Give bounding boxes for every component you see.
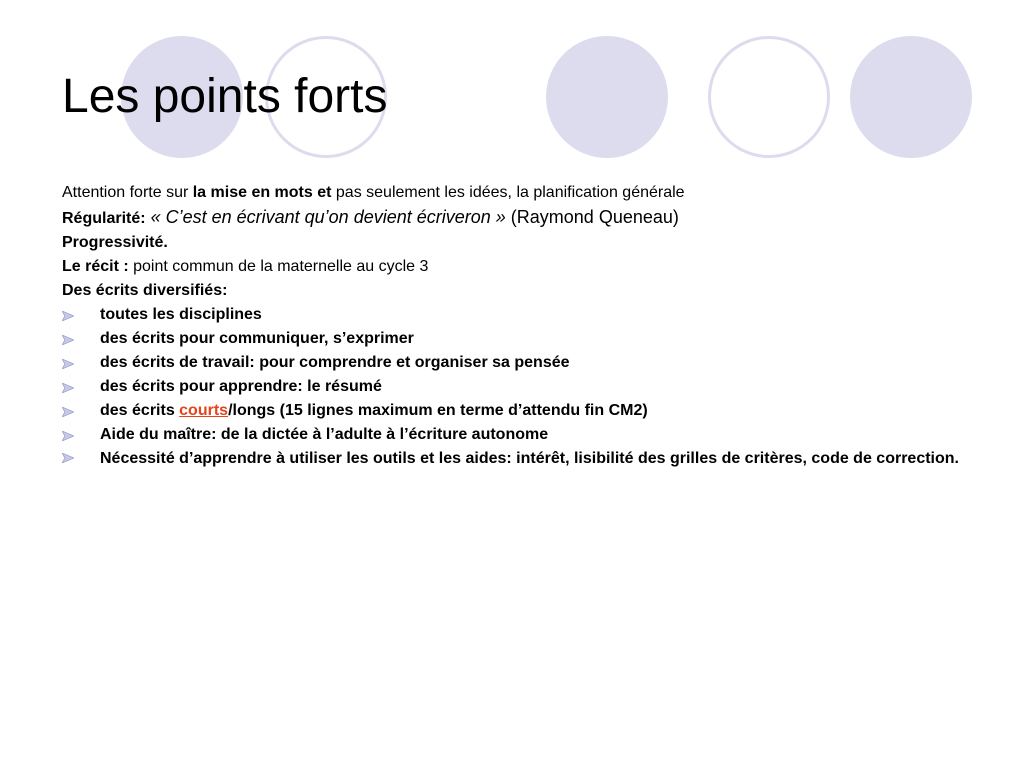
bullet-list bbox=[62, 303, 962, 468]
list-item-text: des écrits pour communiquer, s’exprimer bbox=[100, 330, 414, 347]
text-run: pas seulement les idées, la planification générale bbox=[331, 184, 685, 201]
list-item bbox=[62, 327, 962, 351]
list-item bbox=[62, 351, 962, 375]
list-item bbox=[62, 399, 962, 423]
paragraph-regularite bbox=[62, 205, 962, 231]
text-run: point commun de la maternelle au cycle 3 bbox=[128, 258, 429, 275]
decorative-circle bbox=[546, 36, 668, 158]
list-item-text: des écrits pour apprendre: le résumé bbox=[100, 378, 382, 395]
arrow-bullet-icon bbox=[62, 335, 74, 345]
paragraph-attention bbox=[62, 181, 962, 205]
quote-author: (Raymond Queneau) bbox=[505, 207, 679, 227]
slide-body bbox=[62, 181, 962, 468]
arrow-bullet-icon bbox=[62, 383, 74, 393]
decorative-circle bbox=[850, 36, 972, 158]
paragraph-ecrits-diversifies: Des écrits diversifiés: bbox=[62, 282, 228, 299]
list-item-text: /longs (15 lignes maximum en terme d’attendu fin CM2) bbox=[228, 402, 648, 419]
list-item-text: Nécessité d’apprendre à utiliser les outils et les aides: intérêt, lisibilité des grilles de critères, code de correction. bbox=[100, 450, 959, 467]
slide-title: Les points forts bbox=[62, 70, 388, 123]
label-regularite: Régularité: bbox=[62, 210, 146, 227]
arrow-bullet-icon bbox=[62, 431, 74, 441]
link-courts[interactable]: courts bbox=[179, 402, 229, 419]
paragraph-progressivite: Progressivité. bbox=[62, 234, 168, 251]
quote-queneau: « C’est en écrivant qu’on devient écriveron » bbox=[145, 207, 506, 227]
list-item bbox=[62, 423, 962, 447]
list-item bbox=[62, 303, 962, 327]
list-item-text: toutes les disciplines bbox=[100, 306, 262, 323]
text-run: Attention forte sur bbox=[62, 184, 193, 201]
list-item bbox=[62, 375, 962, 399]
arrow-bullet-icon bbox=[62, 359, 74, 369]
arrow-bullet-icon bbox=[62, 407, 74, 417]
text-run-bold: la mise en mots et bbox=[192, 184, 332, 201]
list-item-text: des écrits bbox=[100, 402, 180, 419]
decorative-circle bbox=[708, 36, 830, 158]
arrow-bullet-icon bbox=[62, 453, 74, 463]
list-item-text: des écrits de travail: pour comprendre et organiser sa pensée bbox=[100, 354, 570, 371]
list-item bbox=[62, 447, 962, 468]
label-recit: Le récit : bbox=[62, 258, 129, 275]
paragraph-recit bbox=[62, 255, 962, 279]
arrow-bullet-icon bbox=[62, 311, 74, 321]
list-item-text: Aide du maître: de la dictée à l’adulte à l’écriture autonome bbox=[100, 426, 549, 443]
